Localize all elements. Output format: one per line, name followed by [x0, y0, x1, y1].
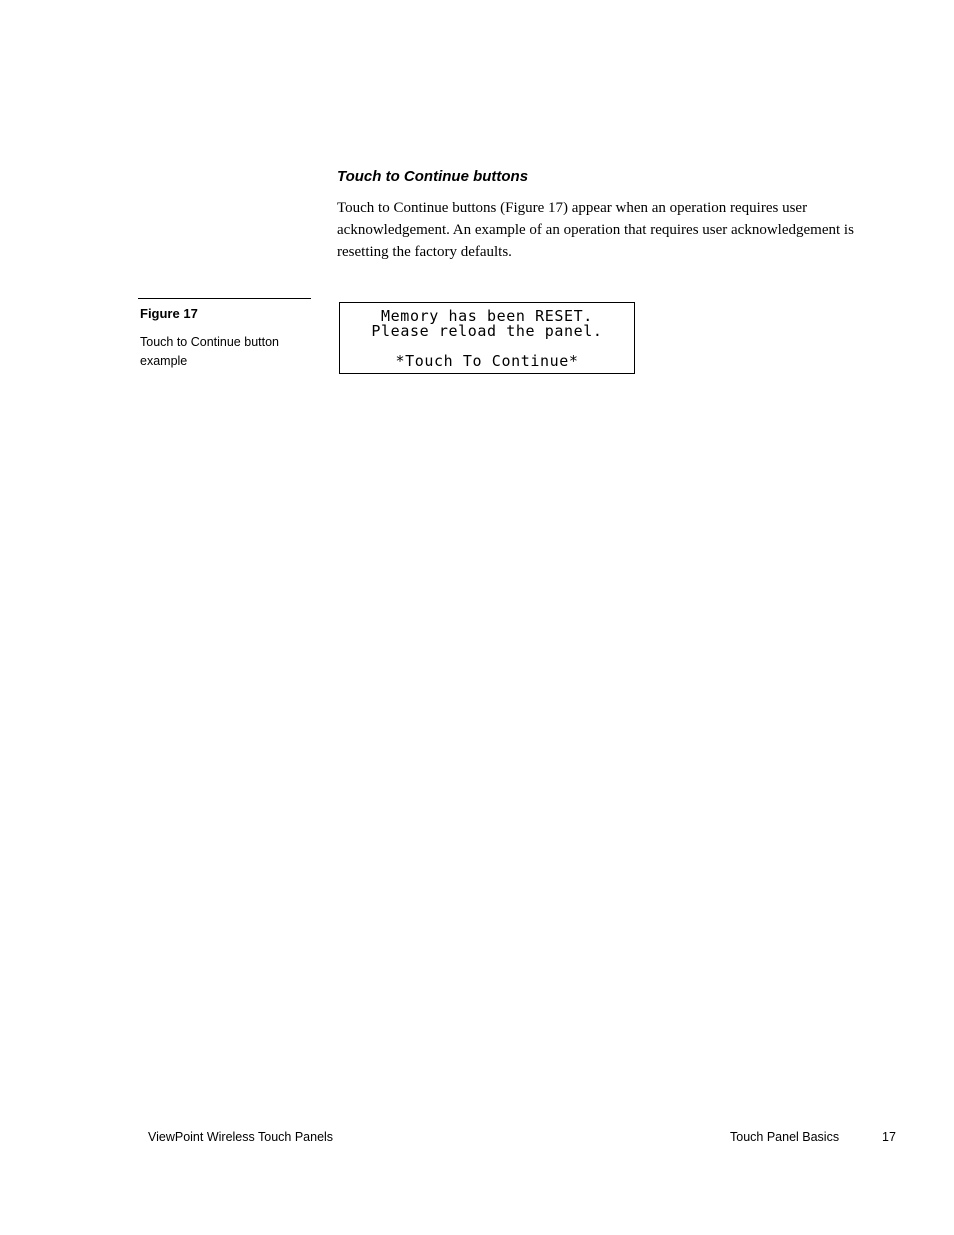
panel-message-line-1: Memory has been RESET. — [381, 307, 593, 325]
body-paragraph: Touch to Continue buttons (Figure 17) appear when an operation requires user acknowledgement. An example of an operation that requires user acknowledgement is resetting the factory defaults. — [337, 200, 854, 260]
touch-to-continue-label: *Touch To Continue* — [395, 352, 579, 370]
figure-label: Figure 17 — [140, 306, 198, 321]
figure-divider — [138, 298, 311, 299]
footer-doc-title: ViewPoint Wireless Touch Panels — [148, 1130, 334, 1144]
panel-message-line-2: Please reload the panel. — [371, 322, 603, 340]
footer-section-title: Touch Panel Basics — [730, 1130, 840, 1144]
figure-caption: Touch to Continue button example — [140, 335, 279, 368]
page-number: 17 — [882, 1130, 896, 1144]
touch-to-continue-panel[interactable] — [339, 302, 635, 374]
section-heading: Touch to Continue buttons — [337, 168, 529, 185]
